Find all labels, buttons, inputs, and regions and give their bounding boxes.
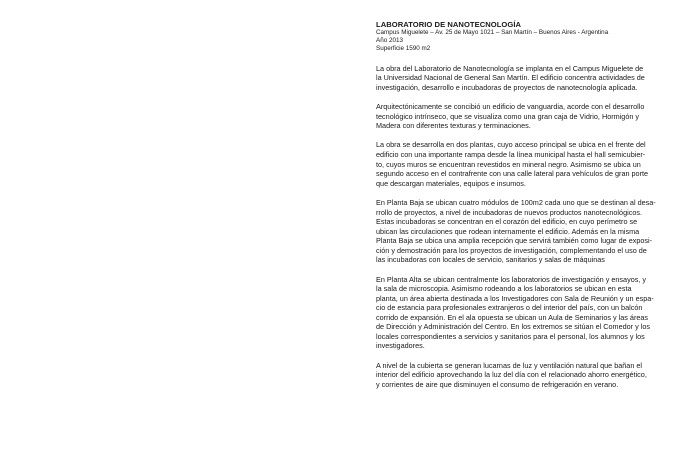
- paragraph-line: Estas incubadoras se concentran en el corazón del edificio, en cuyo perímetro se: [376, 217, 638, 227]
- paragraph-line: investigación, desarrollo e incubadoras de proyectos de nanotecnología aplicada.: [376, 82, 638, 92]
- paragraph-line: segundo acceso en el contrafrente con una calle lateral para vehículos de gran porte: [376, 169, 649, 179]
- paragraph-line: la sala de microscopia. Asimismo rodeando a los laboratorios se ubican en esta: [376, 284, 632, 294]
- paragraph-line: investigadores.: [376, 341, 425, 351]
- paragraph-line: La obra del Laboratorio de Nanotecnología se implanta en el Campus Miguelete de: [376, 63, 644, 73]
- body-paragraph: [376, 275, 672, 351]
- project-year: Año 2013: [376, 37, 403, 45]
- paragraph-line: tecnológico intrínseco, que se visualiza como una gran caja de Vidrio, Hormigón y: [376, 111, 640, 121]
- paragraph-line: Madera con diferentes texturas y terminaciones.: [376, 121, 531, 131]
- paragraph-line: La obra se desarrolla en dos plantas, cuyo acceso principal se ubica en el frente del: [376, 140, 646, 150]
- project-metadata: [376, 29, 672, 54]
- paragraph-line: cio de estancia para profesionales extranjeros o del interior del país, con un balcón: [376, 303, 643, 313]
- paragraph-line: corrido de expansión. En el ala opuesta se ubican un Aula de Seminarios y las áreas: [376, 312, 649, 322]
- paragraph-line: planta, un área abierta destinada a los Investigadores con Sala de Reunión y un espa-: [376, 293, 654, 303]
- paragraph-line: A nivel de la cubierta se generan lucarnas de luz y ventilación natural que bañan el: [376, 360, 643, 370]
- paragraph-line: la Universidad Nacional de General San Martín. El edificio concentra actividades de: [376, 73, 645, 83]
- paragraph-line: En Planta Baja se ubican cuatro módulos de 100m2 cada uno que se destinan al desa-: [376, 198, 656, 208]
- document-body: [376, 64, 672, 390]
- paragraph-line: interior del edificio aprovechando la luz del día con el relacionado ahorro energético,: [376, 370, 647, 380]
- body-paragraph: [376, 140, 672, 188]
- body-paragraph: [376, 102, 672, 131]
- body-paragraph: [376, 64, 672, 93]
- paragraph-line: de Dirección y Administración del Centro. En los extremos se sitúan el Comedor y los: [376, 322, 651, 332]
- paragraph-line: que descargan materiales, equipos e insumos.: [376, 178, 526, 188]
- body-paragraph: [376, 361, 672, 390]
- document-text-column: [376, 20, 672, 399]
- paragraph-line: rrollo de proyectos, a nivel de incubadoras de nuevos productos nanotecnológicos.: [376, 207, 643, 217]
- paragraph-line: Arquitectónicamente se concibió un edificio de vanguardia, acorde con el desarrollo: [376, 102, 645, 112]
- paragraph-line: En Planta Alta se ubican centralmente los laboratorios de investigación y ensayos, y: [376, 274, 647, 284]
- project-surface: Superficie 1590 m2: [376, 45, 431, 53]
- paragraph-line: ción y demostración para los proyectos de investigación, complementando el uso de: [376, 245, 647, 255]
- paragraph-line: y corrientes de aire que disminuyen el consumo de refrigeración en verano.: [376, 379, 619, 389]
- project-location: Campus Miguelete – Av. 25 de Mayo 1021 – San Martín – Buenos Aires - Argentina: [376, 29, 609, 36]
- paragraph-line: locales correspondientes a servicios y sanitarios para el personal, los alumnos y los: [376, 331, 645, 341]
- paragraph-line: to, cuyos muros se encuentran revestidos en mineral negro. Asimismo se ubica un: [376, 159, 641, 169]
- paragraph-line: Planta Baja se ubica una amplia recepción que servirá también como lugar de exposi-: [376, 236, 653, 246]
- paragraph-line: las incubadoras con locales de servicio, sanitarios y salas de máquinas: [376, 255, 605, 265]
- body-paragraph: [376, 198, 672, 265]
- document-title: LABORATORIO DE NANOTECNOLOGÍA: [376, 20, 522, 29]
- document-header: [376, 20, 672, 54]
- paragraph-line: ubican las circulaciones que rodean internamente el edificio. Además en la misma: [376, 226, 640, 236]
- paragraph-line: edificio con una importante rampa desde la línea municipal hasta el hall semicubier-: [376, 150, 646, 160]
